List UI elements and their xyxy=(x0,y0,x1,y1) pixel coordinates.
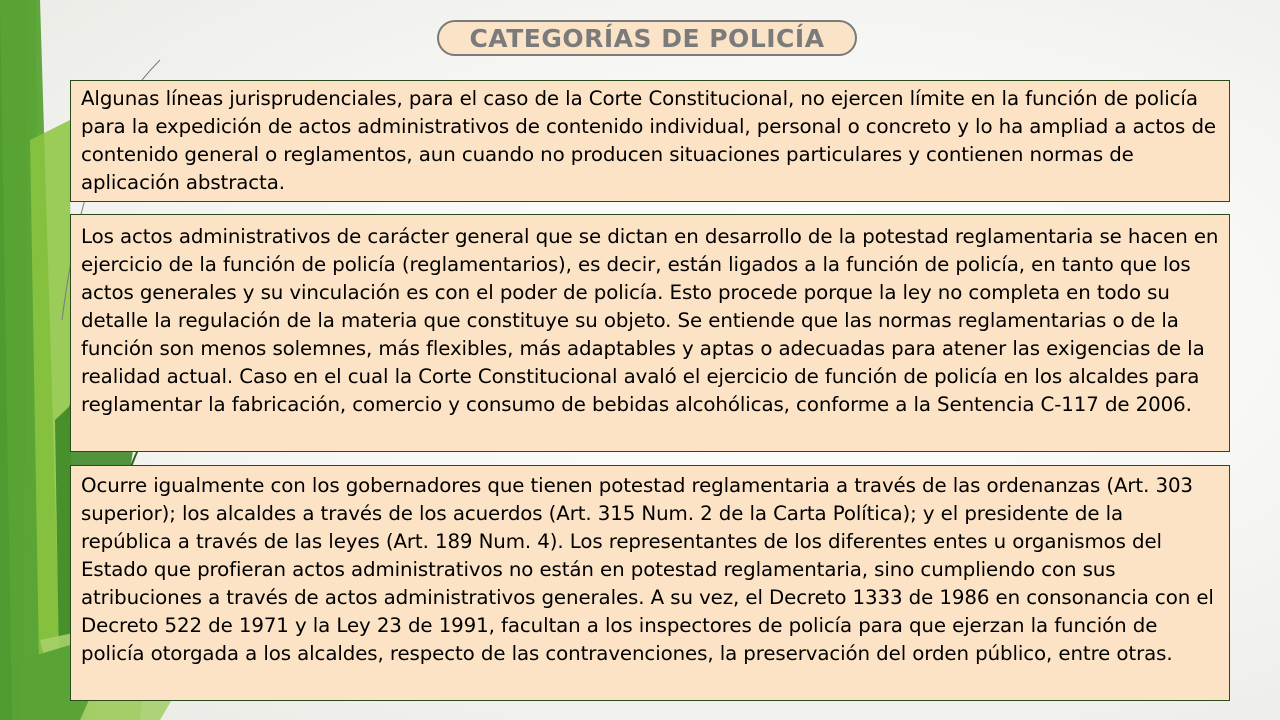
paragraph-1: Algunas líneas jurisprudenciales, para el caso de la Corte Constitucional, no ejercen límite en la función de policía para la expedición de actos administrativos de contenido individual, personal o concreto y lo ha ampliad a actos de contenido general o reglamentos, aun cuando no producen situaciones particulares y contienen normas de aplicación abstracta. xyxy=(81,87,1216,194)
slide-title: CATEGORÍAS DE POLICÍA xyxy=(469,23,825,53)
slide-title-banner xyxy=(437,20,857,56)
text-box-jurisprudence xyxy=(70,80,1230,202)
paragraph-3: Ocurre igualmente con los gobernadores que tienen potestad reglamentaria a través de las ordenanzas (Art. 303 superior); los alcaldes a través de los acuerdos (Art. 315 Num. 2 de la Carta Política); y el presidente de la república a través de las leyes (Art. 189 Num. 4). Los representantes de los diferentes entes u organismos del Estado que profieran actos administrativos no están en potestad reglamentaria, sino cumpliendo con sus atribuciones a través de actos administrativos generales. A su vez, el Decreto 1333 de 1986 en consonancia con el Decreto 522 de 1971 y la Ley 23 de 1991, facultan a los inspectores de policía para que ejerzan la función de policía otorgada a los alcaldes, respecto de las contravenciones, la preservación del orden público, entre otras. xyxy=(81,474,1214,665)
text-box-general-acts xyxy=(70,214,1230,452)
paragraph-2: Los actos administrativos de carácter general que se dictan en desarrollo de la potestad reglamentaria se hacen en ejercicio de la función de policía (reglamentarios), es decir, están ligados a la función de policía, en tanto que los actos generales y su vinculación es con el poder de policía. Esto procede porque la ley no completa en todo su detalle la regulación de la materia que constituye su objeto. Se entiende que las normas reglamentarias o de la función son menos solemnes, más flexibles, más adaptables y aptas o adecuadas para atener las exigencias de la realidad actual. Caso en el cual la Corte Constitucional avaló el ejercicio de función de policía en los alcaldes para reglamentar la fabricación, comercio y consumo de bebidas alcohólicas, conforme a la Sentencia C-117 de 2006. xyxy=(81,225,1219,416)
text-box-governors-mayors xyxy=(70,465,1230,701)
